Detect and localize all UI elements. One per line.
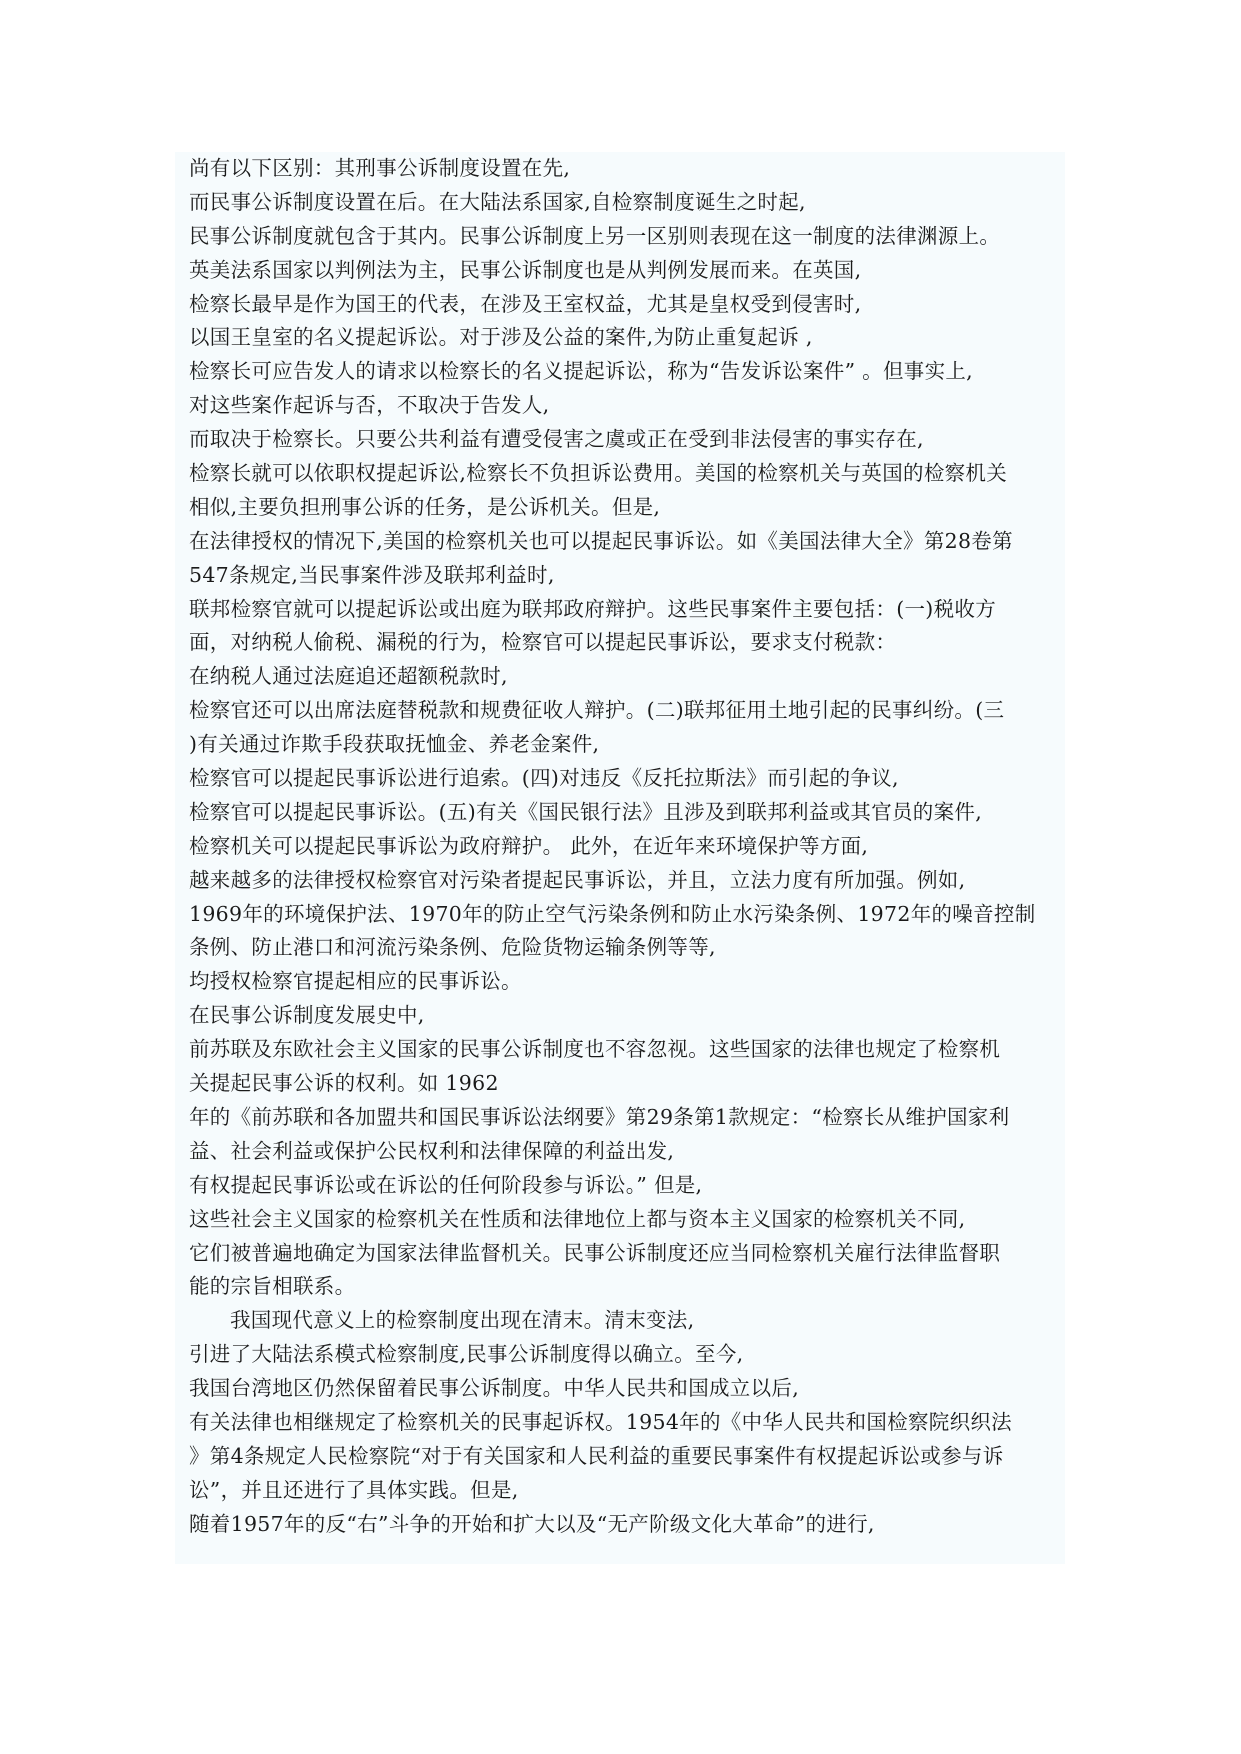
text-line: 有关法律也相继规定了检察机关的民事起诉权。1954年的《中华人民共和国检察院织织法 xyxy=(189,1409,1012,1434)
text-line: 检察官可以提起民事诉讼。(五)有关《国民银行法》且涉及到联邦利益或其官员的案件, xyxy=(189,799,983,824)
text-line: 面，对纳税人偷税、漏税的行为，检察官可以提起民事诉讼，要求支付税款： xyxy=(189,630,897,655)
text-line: 而取决于检察长。只要公共利益有遭受侵害之虞或正在受到非法侵害的事实存在, xyxy=(189,427,924,452)
text-line: 条例、防止港口和河流污染条例、危险货物运输条例等等, xyxy=(189,935,716,960)
text-line: 1969年的环境保护法、1970年的防止空气污染条例和防止水污染条例、1972年的噪音控制 xyxy=(189,901,1036,926)
text-line: 检察长就可以依职权提起诉讼,检察长不负担诉讼费用。美国的检察机关与英国的检察机关 xyxy=(189,461,1008,486)
text-line: 尚有以下区别：其刑事公诉制度设置在先, xyxy=(189,156,571,180)
text-line: 越来越多的法律授权检察官对污染者提起民事诉讼，并且，立法力度有所加强。例如, xyxy=(189,867,966,892)
text-line: 能的宗旨相联系。 xyxy=(189,1274,356,1299)
text-line: 对这些案作起诉与否，不取决于告发人, xyxy=(189,393,550,418)
text-line: 在法律授权的情况下,美国的检察机关也可以提起民事诉讼。如《美国法律大全》第28卷第 xyxy=(189,528,1013,553)
text-line: 民事公诉制度就包含于其内。民事公诉制度上另一区别则表现在这一制度的法律渊源上。 xyxy=(189,223,1001,248)
text-line: 检察官可以提起民事诉讼进行追索。(四)对违反《反托拉斯法》而引起的争议, xyxy=(189,766,899,791)
text-line: 在纳税人通过法庭追还超额税款时, xyxy=(189,664,508,689)
text-line: 相似,主要负担刑事公诉的任务，是公诉机关。但是, xyxy=(189,494,661,519)
text-line: )有关通过诈欺手段获取抚恤金、养老金案件, xyxy=(189,732,600,757)
text-line: 检察长最早是作为国王的代表，在涉及王室权益，尤其是皇权受到侵害时, xyxy=(189,291,862,316)
text-line: 它们被普遍地确定为国家法律监督机关。民事公诉制度还应当同检察机关雇行法律监督职 xyxy=(189,1240,1001,1265)
text-line: 我国现代意义上的检察制度出现在清末。清末变法, xyxy=(230,1308,695,1333)
text-line: 以国王皇室的名义提起诉讼。对于涉及公益的案件,为防止重复起诉 , xyxy=(189,325,813,350)
text-line: 引进了大陆法系模式检察制度,民事公诉制度得以确立。至今, xyxy=(189,1342,744,1367)
text-line: 益、社会利益或保护公民权利和法律保障的利益出发, xyxy=(189,1138,675,1163)
text-line: 随着1957年的反“右”斗争的开始和扩大以及“无产阶级文化大革命”的进行, xyxy=(189,1511,875,1536)
text-line: 在民事公诉制度发展史中, xyxy=(189,1003,425,1028)
text-line: 讼”，并且还进行了具体实践。但是, xyxy=(189,1477,519,1502)
body-text xyxy=(175,152,1065,1564)
text-line: 均授权检察官提起相应的民事诉讼。 xyxy=(189,969,522,994)
text-line: 年的《前苏联和各加盟共和国民事诉讼法纲要》第29条第1款规定：“检察长从维护国家利 xyxy=(189,1104,1010,1129)
text-line: 有权提起民事诉讼或在诉讼的任何阶段参与诉讼。” 但是, xyxy=(189,1172,703,1197)
text-line: 关提起民事公诉的权利。如 1962 xyxy=(189,1071,499,1096)
text-line: 联邦检察官就可以提起诉讼或出庭为联邦政府辩护。这些民事案件主要包括：(一)税收方 xyxy=(189,596,996,621)
text-line: 检察长可应告发人的请求以检察长的名义提起诉讼，称为“告发诉讼案件” 。但事实上, xyxy=(189,359,973,384)
text-line: 这些社会主义国家的检察机关在性质和法律地位上都与资本主义国家的检察机关不同, xyxy=(189,1206,966,1231)
text-line: 547条规定,当民事案件涉及联邦利益时, xyxy=(189,562,555,587)
text-line: 检察机关可以提起民事诉讼为政府辩护。 此外，在近年来环境保护等方面, xyxy=(189,833,869,858)
text-line: 检察官还可以出席法庭替税款和规费征收人辩护。(二)联邦征用土地引起的民事纠纷。(三 xyxy=(189,698,1005,723)
text-line: 而民事公诉制度设置在后。在大陆法系国家,自检察制度诞生之时起, xyxy=(189,189,806,214)
text-line: 》第4条规定人民检察院“对于有关国家和人民利益的重要民事案件有权提起诉讼或参与诉 xyxy=(189,1443,1004,1468)
text-line: 英美法系国家以判例法为主，民事公诉制度也是从判例发展而来。在英国, xyxy=(189,257,862,282)
text-line: 我国台湾地区仍然保留着民事公诉制度。中华人民共和国成立以后, xyxy=(189,1376,800,1401)
text-line: 前苏联及东欧社会主义国家的民事公诉制度也不容忽视。这些国家的法律也规定了检察机 xyxy=(189,1037,1001,1062)
